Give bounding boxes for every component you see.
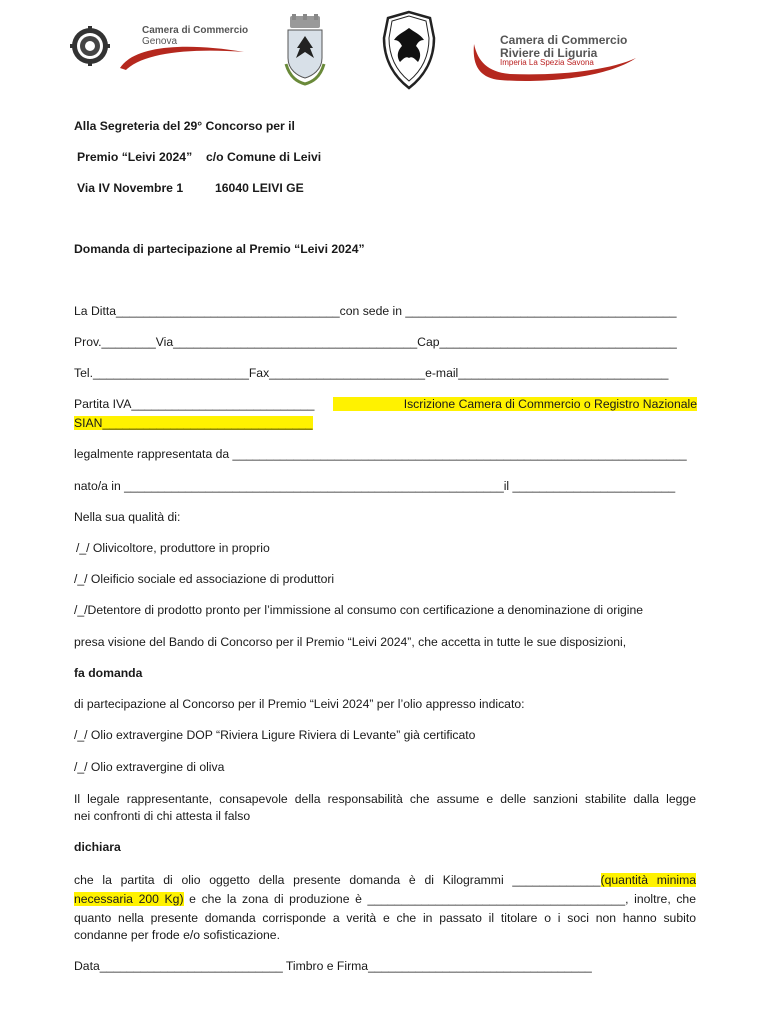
- minimum-quantity-note-cont: necessaria 200 Kg): [74, 892, 184, 906]
- leivi-municipal-crest: [282, 14, 328, 86]
- dichiara-heading: dichiara: [74, 840, 121, 854]
- presa-visione-text: presa visione del Bando di Concorso per il Premio “Leivi 2024”, che accetta in tutte le sue disposizioni,: [74, 635, 627, 649]
- legale-text-line-2: nei confronti di chi attesta il falso: [74, 809, 251, 823]
- eagle-shield-crest: [380, 10, 438, 90]
- legale-rappresentante-paragraph: [74, 790, 696, 809]
- address-line-1: Alla Segreteria del 29° Concorso per il: [74, 119, 295, 133]
- luogo-data-nascita-field[interactable]: nato/a in ________________________________________________________il ________________________: [74, 479, 676, 493]
- declaration-line-2: [74, 890, 696, 909]
- option-detentore[interactable]: /_/Detentore di prodotto pronto per l’immissione al consumo con certificazione a denominazione di origine: [74, 603, 644, 617]
- address-line-2a: Premio “Leivi 2024”: [77, 150, 193, 164]
- declaration-line-4: condanne per frode e/o sofisticazione.: [74, 928, 280, 942]
- legale-rappresentante-field[interactable]: legalmente rappresentata da ___________________________________________________________________: [74, 447, 687, 461]
- declaration-line-1: [74, 871, 696, 890]
- partita-iva-field[interactable]: Partita IVA___________________________: [74, 397, 315, 411]
- legale-text-line-1: Il legale rappresentante, consapevole della responsabilità che assume e delle sanzioni stabilite dalla legge: [74, 792, 696, 806]
- option-oleificio[interactable]: /_/ Oleificio sociale ed associazione di produttori: [74, 572, 335, 586]
- partecipazione-text: di partecipazione al Concorso per il Premio “Leivi 2024” per l’olio appresso indicato:: [74, 697, 525, 711]
- sian-field[interactable]: SIAN_______________________________: [74, 416, 313, 430]
- option-olio-extravergine[interactable]: /_/ Olio extravergine di oliva: [74, 760, 225, 774]
- qualita-label: Nella sua qualità di:: [74, 510, 181, 524]
- address-line-2b: c/o Comune di Leivi: [206, 150, 322, 164]
- declaration-line-3: [74, 909, 696, 928]
- tel-fax-email-field[interactable]: Tel._______________________Fax_______________________e-mail_______________________________: [74, 366, 669, 380]
- ditta-field[interactable]: La Ditta_________________________________con sede in ________________________________________: [74, 304, 677, 318]
- document-title: Domanda di partecipazione al Premio “Leivi 2024”: [74, 242, 365, 256]
- prov-via-cap-field[interactable]: Prov.________Via____________________________________Cap___________________________________: [74, 335, 677, 349]
- data-timbro-firma-field[interactable]: Data___________________________ Timbro e Firma_________________________________: [74, 959, 592, 973]
- riviere-chamber-name: Camera di Commercio Riviere di Liguria Imperia La Spezia Savona: [500, 33, 628, 68]
- fa-domanda-heading: fa domanda: [74, 666, 143, 680]
- option-olivicoltore[interactable]: /_/ Olivicoltore, produttore in proprio: [76, 541, 270, 555]
- minimum-quantity-note: (quantità minima: [600, 873, 697, 887]
- iscrizione-camera-label: Iscrizione Camera di Commercio o Registro Nazionale: [333, 397, 697, 411]
- header-logos: [0, 8, 770, 88]
- address-line-3a: Via IV Novembre 1: [77, 181, 184, 195]
- genova-chamber-emblem: [70, 26, 110, 66]
- genova-chamber-name: Camera di Commercio Genova: [142, 25, 249, 47]
- option-olio-dop[interactable]: /_/ Olio extravergine DOP “Riviera Ligure Riviera di Levante” già certificato: [74, 728, 476, 742]
- address-line-3b: 16040 LEIVI GE: [215, 181, 304, 195]
- declaration-text-3: quanto nella presente domanda corrisponde a verità e che in passato il titolare o i soci non hanno subito: [74, 911, 696, 925]
- kg-quantity-field[interactable]: che la partita di olio oggetto della presente domanda è di Kilogrammi _____________: [74, 873, 601, 887]
- production-zone-field[interactable]: e che la zona di produzione è ______________________________________, inoltre, che: [183, 892, 696, 906]
